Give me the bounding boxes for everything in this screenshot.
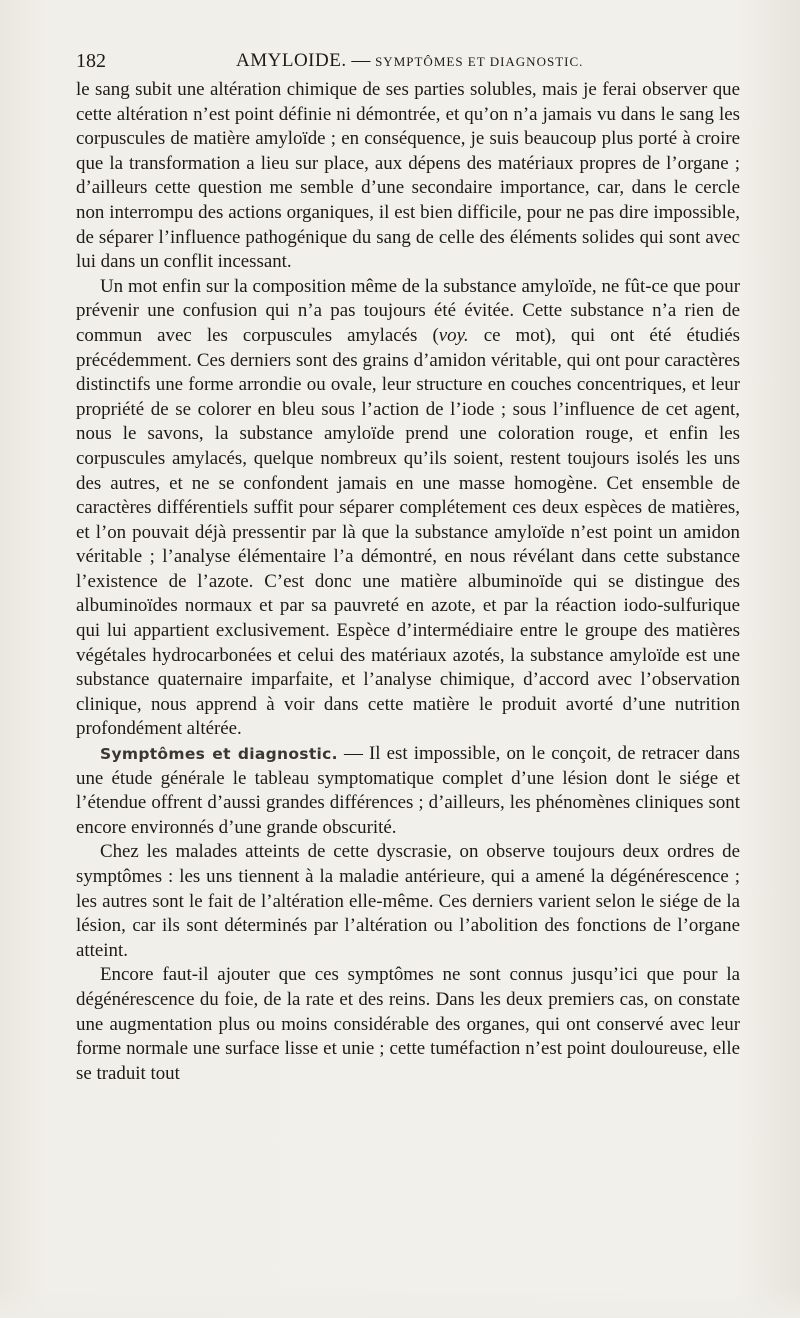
page-bottom-edge <box>0 1288 800 1318</box>
section-heading: Symptômes et diagnostic. <box>100 745 338 764</box>
voy-abbreviation: voy. <box>438 324 469 346</box>
paragraph-5: Encore faut-il ajouter que ces symptômes ne sont connus jusqu’ici que pour la dégénérescence du foie, de la rate et des reins. Dans les deux premiers cas, on constate une augmentation plus ou moins considérable des organes, qui ont conservé avec leur forme normale une surface lisse et unie ; cette tuméfaction n’est point douloureuse, elle se traduit tout <box>76 964 740 1084</box>
section-heading-dash: — <box>337 743 369 765</box>
paragraph-2-start: Un mot enfin sur la composition même de la substance amyloïde, ne fût-ce que pour prévenir une confusion qui n’a pas toujours été évitée. Cette substance n’a rien de commun avec les corpuscules amylacés ( <box>76 275 740 346</box>
body-text <box>76 78 740 1086</box>
running-head <box>76 44 740 78</box>
running-title-main: AMYLOIDE. <box>236 50 347 71</box>
paragraph-3-text: Il est impossible, on le conçoit, de retracer dans une étude générale le tableau symptomatique complet d’une lésion dont le siége et l’étendue offrent d’aussi grandes différences ; d’ailleurs, les phénomènes cliniques sont encore environnés d’une grande obscurité. <box>76 743 741 838</box>
page-number: 182 <box>76 50 106 72</box>
paragraph-1: le sang subit une altération chimique de ses parties solubles, mais je ferai observer que cette altération n’est point définie ni démontrée, et qu’on n’a jamais vu dans le sang les corpuscules de matière amyloïde ; en conséquence, je suis beaucoup plus porté à croire que la transformation a lieu sur place, aux dépens des matériaux propres de l’organe ; d’ailleurs cette question me semble d’une secondaire importance, car, dans le cercle non interrompu des actions organiques, il est bien difficile, pour ne pas dire impossible, de séparer l’influence pathogénique du sang de celle des éléments solides qui sont avec lui dans un conflit incessant. <box>76 79 740 273</box>
paragraph-2 <box>76 275 740 742</box>
paragraph-3 <box>76 742 740 840</box>
running-title-subtitle: SYMPTÔMES ET DIAGNOSTIC. <box>375 54 584 69</box>
paragraph-2-end: ce mot), qui ont été étudiés précédemment. Ces derniers sont des grains d’amidon véritable, qui ont pour caractères distinctifs une forme arrondie ou ovale, leur structure en couches concentriques, et leur propriété de se colorer en bleu sous l’action de l’iode ; sous l’influence de cet agent, nous le savons, la substance amyloïde prend une coloration rouge, et enfin les corpuscules amylacés, quelque nombreux qu’ils soient, restent toujours isolés les uns des autres, et ne se confondent jamais en une masse homogène. Cet ensemble de caractères différentiels suffit pour séparer complétement ces deux espèces de matières, et l’on pouvait déjà pressentir par là que la substance amyloïde n’est point un amidon véritable ; l’analyse élémentaire l’a démontré, en nous révélant dans cette substance l’existence de l’azote. C’est donc une matière albuminoïde qui se distingue des albuminoïdes normaux et par sa pauvreté en azote, et par la réaction iodo-sulfurique qui lui appartient exclusivement. Espèce d’intermédiaire entre le groupe des matières végétales hydrocarbonées et celui des matériaux azotés, la substance amyloïde est une substance quaternaire imparfaite, et l’analyse chimique, d’accord avec l’observation clinique, nous apprend à voir dans cette matière le produit avorté d’une nutrition profondément altérée. <box>76 324 740 740</box>
paragraph-4: Chez les malades atteints de cette dyscrasie, on observe toujours deux ordres de symptômes : les uns tiennent à la maladie antérieure, qui a amené la dégénérescence ; les autres sont le fait de l’altération elle-même. Ces derniers varient selon le siége de la lésion, car ils sont déterminés par l’altération ou l’abolition des fonctions de l’organe atteint. <box>76 841 740 961</box>
running-title <box>236 44 583 79</box>
running-title-separator: — <box>351 50 371 71</box>
